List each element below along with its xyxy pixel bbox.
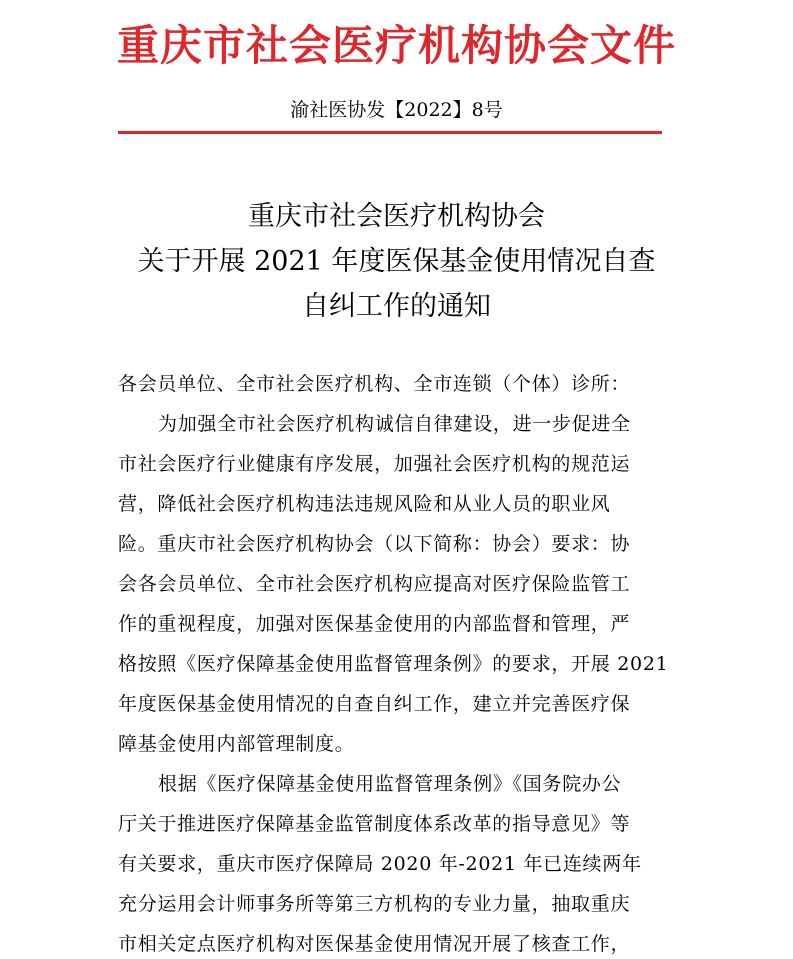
body-line: 厅关于推进医疗保障基金监管制度体系改革的指导意见》等 [118, 813, 631, 835]
body-line: 市相关定点医疗机构对医保基金使用情况开展了核查工作， [118, 933, 631, 955]
body-line: 根据《医疗保障基金使用监督管理条例》《国务院办公 [158, 773, 622, 795]
notice-title-line-1: 重庆市社会医疗机构协会 [248, 201, 545, 232]
body-line: 有关要求，重庆市医疗保障局 2020 年-2021 年已连续两年 [118, 853, 642, 875]
body-line: 格按照《医疗保障基金使用监督管理条例》的要求，开展 2021 [118, 653, 669, 675]
notice-title-line-3: 自纠工作的通知 [302, 291, 491, 322]
body-line: 作的重视程度，加强对医保基金使用的内部监督和管理，严 [118, 613, 631, 635]
body-line: 会各会员单位、全市社会医疗机构应提高对医疗保险监管工 [118, 573, 631, 595]
body-line: 障基金使用内部管理制度。 [118, 733, 355, 755]
body-line: 充分运用会计师事务所等第三方机构的专业力量，抽取重庆 [118, 893, 631, 915]
notice-title-line-2: 关于开展 2021 年度医保基金使用情况自查 [137, 246, 656, 277]
document-number: 渝社医协发【2022】8号 [290, 99, 503, 121]
body-line: 营，降低社会医疗机构违法违规风险和从业人员的职业风 [118, 493, 611, 515]
body-line: 市社会医疗行业健康有序发展，加强社会医疗机构的规范运 [118, 453, 631, 475]
red-divider [118, 131, 662, 134]
body-line: 为加强全市社会医疗机构诚信自律建设，进一步促进全 [158, 413, 631, 435]
salutation: 各会员单位、全市社会医疗机构、全市连锁（个体）诊所： [118, 373, 631, 395]
body-line: 险。重庆市社会医疗机构协会（以下简称：协会）要求：协 [118, 533, 631, 555]
body-line: 年度医保基金使用情况的自查自纠工作，建立并完善医疗保 [118, 693, 631, 715]
org-file-title: 重庆市社会医疗机构协会文件 [116, 21, 676, 70]
